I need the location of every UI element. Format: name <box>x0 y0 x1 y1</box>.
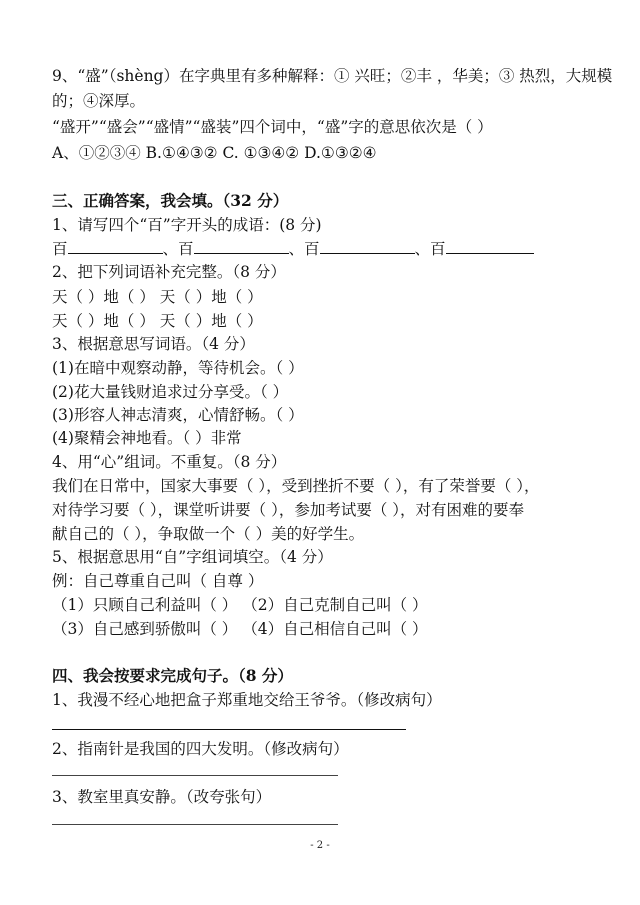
q4-item-2: 2、指南针是我国的四大发明。（修改病句） <box>52 740 349 758</box>
q3-1-fill-line <box>52 239 534 259</box>
answer-blank[interactable] <box>68 239 163 254</box>
q3-5-example: 例：自己尊重自己叫（ 自尊 ） <box>52 572 264 590</box>
q3-5-prompt: 5、根据意思用“自”字组词填空。（4 分） <box>52 548 333 566</box>
q9-question: “盛开”“盛会”“盛情”“盛装”四个词中，“盛”字的意思依次是（ ） <box>52 118 493 136</box>
q3-5-row-2: （3）自己感到骄傲叫（ ） （4）自己相信自己叫（ ） <box>52 620 428 638</box>
fill-prefix-3: 、百 <box>288 240 320 258</box>
q4-item-1: 1、我漫不经心地把盒子郑重地交给王爷爷。（修改病句） <box>52 691 442 709</box>
q3-2-prompt: 2、把下列词语补充完整。（8 分） <box>52 263 286 281</box>
answer-line[interactable] <box>52 824 338 825</box>
q3-3-item-2: (2)花大量钱财追求过分享受。（ ） <box>52 383 289 401</box>
q9-line-1: 9、“盛”（shèng）在字典里有多种解释：① 兴旺；②丰 ，华美；③ 热烈，大规模 <box>52 67 613 85</box>
q3-3-item-1: (1)在暗中观察动静，等待机会。（ ） <box>52 359 304 377</box>
q3-2-row-2: 天（ ）地（ ） 天（ ）地（ ） <box>52 312 263 330</box>
q3-4-line-2: 对待学习要（ ），课堂听讲要（ ），参加考试要（ ），对有困难的要奉 <box>52 501 525 519</box>
answer-line[interactable] <box>52 729 406 730</box>
answer-blank[interactable] <box>446 239 534 254</box>
q3-4-line-1: 我们在日常中，国家大事要（ ），受到挫折不要（ ），有了荣誉要（ ）， <box>52 477 540 495</box>
q3-2-row-1: 天（ ）地（ ） 天（ ）地（ ） <box>52 288 263 306</box>
q3-4-prompt: 4、用“心”组词。不重复。（8 分） <box>52 453 287 471</box>
section-4-title: 四、我会按要求完成句子。（8 分） <box>52 666 293 685</box>
fill-prefix-4: 、百 <box>414 240 446 258</box>
q9-options: A、①②③④ B.①④③② C. ①③④② D.①③②④ <box>52 144 377 162</box>
q3-3-item-3: (3)形容人神志清爽，心情舒畅。（ ） <box>52 406 304 424</box>
q3-3-prompt: 3、根据意思写词语。（4 分） <box>52 335 255 353</box>
answer-line[interactable] <box>52 775 338 776</box>
q3-5-row-1: （1）只顾自己利益叫（ ） （2）自己克制自己叫（ ） <box>52 596 428 614</box>
q3-4-line-3: 献自己的（ ），争取做一个（ ）美的好学生。 <box>52 525 365 543</box>
page-number: - 2 - <box>310 840 330 851</box>
q9-line-2: 的；④深厚。 <box>52 92 146 110</box>
fill-prefix-2: 、百 <box>162 240 194 258</box>
answer-blank[interactable] <box>320 239 415 254</box>
q3-3-item-4: (4)聚精会神地看。（ ）非常 <box>52 429 242 447</box>
fill-prefix-1: 百 <box>52 240 68 258</box>
q3-1-prompt: 1、请写四个“百”字开头的成语：(8 分) <box>52 216 322 234</box>
section-3-title: 三、正确答案，我会填。（32 分） <box>52 191 289 210</box>
q4-item-3: 3、教室里真安静。（改夸张句） <box>52 788 272 806</box>
answer-blank[interactable] <box>194 239 289 254</box>
